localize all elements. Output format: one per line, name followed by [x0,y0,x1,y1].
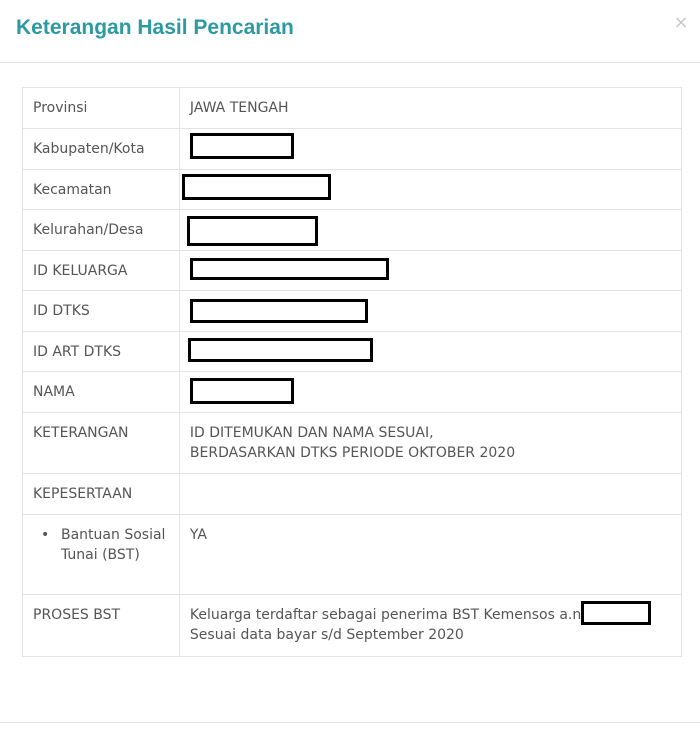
redaction-box [581,601,651,625]
bullet-marker: • [41,527,50,543]
row-value [179,129,681,170]
redaction-box [190,133,294,159]
row-label [23,515,180,595]
row-label: PROSES BST [23,595,180,657]
row-label: Kabupaten/Kota [23,129,180,170]
row-label: KEPESERTAAN [23,474,180,515]
table-row [23,210,682,251]
row-label: ID KELUARGA [23,251,180,291]
label-line: Bantuan Sosial [61,527,166,543]
row-label: Kecamatan [23,170,180,210]
label-line: Tunai (BST) [61,547,140,563]
table-row [23,291,682,332]
row-value [179,170,681,210]
row-value [179,474,681,515]
table-row [23,251,682,291]
redaction-box [182,174,331,200]
value-line: Sesuai data bayar s/d September 2020 [189,627,464,643]
close-button[interactable]: × [673,12,689,33]
row-value [179,595,681,657]
redaction-box [187,216,318,246]
row-value [179,413,681,474]
table-row [23,88,682,129]
row-value [179,291,681,332]
result-table [22,87,682,657]
row-value: YA [179,515,681,595]
row-value [179,372,681,413]
value-line: ID DITEMUKAN DAN NAMA SESUAI, [189,425,434,441]
table-row [23,413,682,474]
table-row [23,332,682,372]
redaction-box [190,299,368,323]
row-label: Provinsi [23,88,180,129]
row-label: ID ART DTKS [23,332,180,372]
table-row [23,515,682,595]
row-value [179,210,681,251]
modal-header [0,0,700,63]
row-value [179,251,681,291]
table-row [23,129,682,170]
row-label: Kelurahan/Desa [23,210,180,251]
row-value: JAWA TENGAH [179,88,681,129]
table-row [23,595,682,657]
row-label: KETERANGAN [23,413,180,474]
modal-title: Keterangan Hasil Pencarian [16,16,294,39]
row-label: ID DTKS [23,291,180,332]
table-row [23,372,682,413]
modal-footer-divider [0,722,700,723]
row-label: NAMA [23,372,180,413]
row-value [179,332,681,372]
value-line: BERDASARKAN DTKS PERIODE OKTOBER 2020 [189,445,516,461]
redaction-box [190,378,294,404]
table-row [23,474,682,515]
redaction-box [188,338,373,362]
table-row [23,170,682,210]
redaction-box [190,258,389,280]
value-line: Keluarga terdaftar sebagai penerima BST Kemensos a.n [189,607,582,623]
